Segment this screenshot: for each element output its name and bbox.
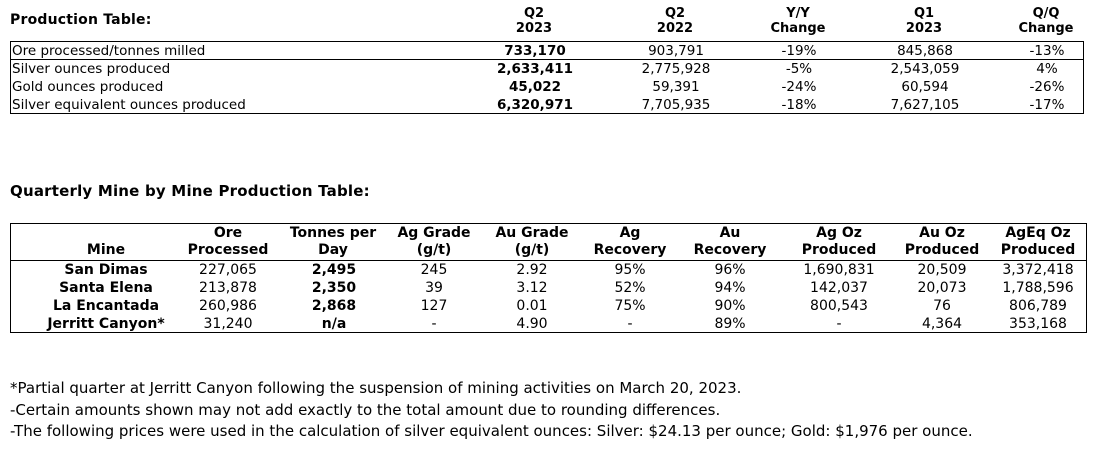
- cell-q2-2023: 2,633,411: [496, 61, 573, 77]
- cell-ag-oz-produced: 1,690,831: [803, 262, 875, 278]
- header-line: Ag: [619, 225, 641, 241]
- cell-q1-2023: 2,543,059: [890, 61, 960, 77]
- row-label: Ore processed/tonnes milled: [12, 43, 206, 59]
- cell-ag-grade: 245: [420, 262, 448, 278]
- cell-q2-2022: 903,791: [648, 43, 704, 59]
- cell-ag-oz-produced: 142,037: [810, 280, 868, 296]
- header-line: Day: [318, 242, 348, 258]
- header-line: Recovery: [693, 242, 767, 258]
- cell-ag-recovery: -: [627, 316, 633, 332]
- production-table-title: Production Table:: [10, 12, 152, 28]
- header-line: Change: [770, 21, 826, 36]
- cell-ag-recovery: 75%: [614, 298, 646, 314]
- header-line: 2023: [515, 21, 553, 36]
- header-line: Mine: [86, 242, 126, 258]
- cell-q2-2022: 7,705,935: [641, 97, 711, 113]
- cell-ore-processed: 31,240: [203, 316, 253, 332]
- cell-q2-2023: 45,022: [508, 79, 562, 95]
- header-ageq-oz-produced: [993, 225, 1083, 259]
- cell-qq-change: -26%: [1029, 79, 1065, 95]
- cell-tonnes-per-day: 2,495: [311, 262, 357, 278]
- header-line: [61, 225, 151, 242]
- cell-yy-change: -19%: [781, 43, 817, 59]
- header-au-recovery: [685, 225, 775, 259]
- cell-q1-2023: 7,627,105: [890, 97, 960, 113]
- header-yy-change: [748, 6, 848, 36]
- table-row: [11, 297, 1086, 315]
- cell-au-grade: 2.92: [516, 262, 548, 278]
- cell-q2-2023: 6,320,971: [496, 97, 573, 113]
- header-line: Au: [719, 225, 741, 241]
- cell-yy-change: -18%: [781, 97, 817, 113]
- footnotes: [10, 378, 973, 443]
- header-au-grade: [487, 225, 577, 259]
- cell-ag-oz-produced: 800,543: [810, 298, 868, 314]
- cell-mine: Jerritt Canyon*: [47, 316, 165, 332]
- cell-yy-change: -24%: [781, 79, 817, 95]
- cell-au-grade: 3.12: [516, 280, 548, 296]
- header-q2-2023: [484, 6, 584, 36]
- cell-tonnes-per-day: 2,868: [311, 298, 357, 314]
- header-line: Q1: [913, 6, 935, 21]
- header-line: Ore: [213, 225, 243, 241]
- header-tonnes-per-day: [283, 225, 383, 259]
- cell-au-recovery: 89%: [714, 316, 746, 332]
- cell-au-oz-produced: 76: [933, 298, 951, 314]
- footnote: *Partial quarter at Jerritt Canyon following the suspension of mining activities on March 20, 2023.: [10, 379, 742, 397]
- cell-au-recovery: 96%: [714, 262, 746, 278]
- header-q2-2022: [625, 6, 725, 36]
- cell-au-recovery: 90%: [714, 298, 746, 314]
- cell-ageq-oz-produced: 353,168: [1009, 316, 1067, 332]
- cell-tonnes-per-day: 2,350: [311, 280, 357, 296]
- table-row: [11, 60, 1083, 78]
- header-line: (g/t): [514, 242, 550, 258]
- row-label: Silver equivalent ounces produced: [12, 97, 246, 113]
- cell-au-recovery: 94%: [714, 280, 746, 296]
- header-mine: [61, 225, 151, 259]
- cell-tonnes-per-day: n/a: [321, 316, 347, 332]
- cell-au-oz-produced: 20,073: [917, 280, 967, 296]
- header-line: (g/t): [416, 242, 452, 258]
- cell-q2-2023: 733,170: [504, 43, 566, 59]
- cell-ore-processed: 213,878: [199, 280, 257, 296]
- cell-q2-2022: 2,775,928: [641, 61, 711, 77]
- cell-qq-change: 4%: [1036, 61, 1058, 77]
- table-row: [11, 279, 1086, 297]
- table-row: [11, 78, 1083, 96]
- header-q1-2023: [874, 6, 974, 36]
- cell-ag-grade: 39: [425, 280, 443, 296]
- header-line: Y/Y: [786, 6, 810, 21]
- header-line: 2023: [905, 21, 943, 36]
- cell-ag-recovery: 95%: [614, 262, 646, 278]
- cell-ageq-oz-produced: 1,788,596: [1002, 280, 1074, 296]
- cell-ore-processed: 260,986: [199, 298, 257, 314]
- cell-qq-change: -17%: [1029, 97, 1065, 113]
- header-line: 2022: [656, 21, 694, 36]
- cell-au-grade: 4.90: [516, 316, 548, 332]
- table-row: [11, 261, 1086, 279]
- cell-mine: Santa Elena: [59, 280, 153, 296]
- table-row: [11, 42, 1083, 60]
- cell-qq-change: -13%: [1029, 43, 1065, 59]
- header-ore-processed: [183, 225, 273, 259]
- header-line: AgEq Oz: [1005, 225, 1071, 241]
- header-qq-change: [996, 6, 1096, 36]
- cell-mine: San Dimas: [64, 262, 148, 278]
- header-au-oz-produced: [897, 225, 987, 259]
- header-line: Au Grade: [495, 225, 569, 241]
- row-label: Silver ounces produced: [12, 61, 171, 77]
- footnote: -The following prices were used in the calculation of silver equivalent ounces: Silver: $24.13 per ounce; Gold: $1,976 per ounce.: [10, 422, 973, 440]
- header-ag-recovery: [585, 225, 675, 259]
- cell-q2-2022: 59,391: [652, 79, 700, 95]
- cell-q1-2023: 60,594: [901, 79, 949, 95]
- header-line: Ag Grade: [397, 225, 471, 241]
- header-line: Q2: [664, 6, 686, 21]
- header-line: Produced: [904, 242, 980, 258]
- header-line: Recovery: [593, 242, 667, 258]
- cell-mine: La Encantada: [52, 298, 160, 314]
- header-line: Q/Q: [1032, 6, 1060, 21]
- cell-au-oz-produced: 20,509: [917, 262, 967, 278]
- header-line: Produced: [1000, 242, 1076, 258]
- cell-au-grade: 0.01: [516, 298, 548, 314]
- header-line: Tonnes per: [289, 225, 377, 241]
- header-line: Q2: [523, 6, 545, 21]
- cell-q1-2023: 845,868: [897, 43, 953, 59]
- header-ag-oz-produced: [794, 225, 884, 259]
- cell-ag-grade: 127: [420, 298, 448, 314]
- cell-au-oz-produced: 4,364: [921, 316, 963, 332]
- header-line: Produced: [801, 242, 877, 258]
- table-row: [11, 315, 1086, 333]
- footnote: -Certain amounts shown may not add exactly to the total amount due to rounding differences.: [10, 400, 721, 419]
- cell-ag-grade: -: [431, 316, 437, 332]
- cell-ag-oz-produced: -: [836, 316, 842, 332]
- row-label: Gold ounces produced: [12, 79, 164, 95]
- header-line: Processed: [187, 242, 269, 258]
- header-ag-grade: [389, 225, 479, 259]
- cell-ag-recovery: 52%: [614, 280, 646, 296]
- cell-ore-processed: 227,065: [199, 262, 257, 278]
- table-row: [11, 96, 1083, 114]
- mine-table-title: Quarterly Mine by Mine Production Table:: [10, 182, 370, 200]
- mine-production-table: [10, 223, 1087, 333]
- header-line: Ag Oz: [816, 225, 862, 241]
- production-table: [10, 41, 1084, 114]
- header-line: Au Oz: [919, 225, 965, 241]
- header-line: Change: [1018, 21, 1074, 36]
- cell-ageq-oz-produced: 806,789: [1009, 298, 1067, 314]
- cell-yy-change: -5%: [785, 61, 813, 77]
- cell-ageq-oz-produced: 3,372,418: [1002, 262, 1074, 278]
